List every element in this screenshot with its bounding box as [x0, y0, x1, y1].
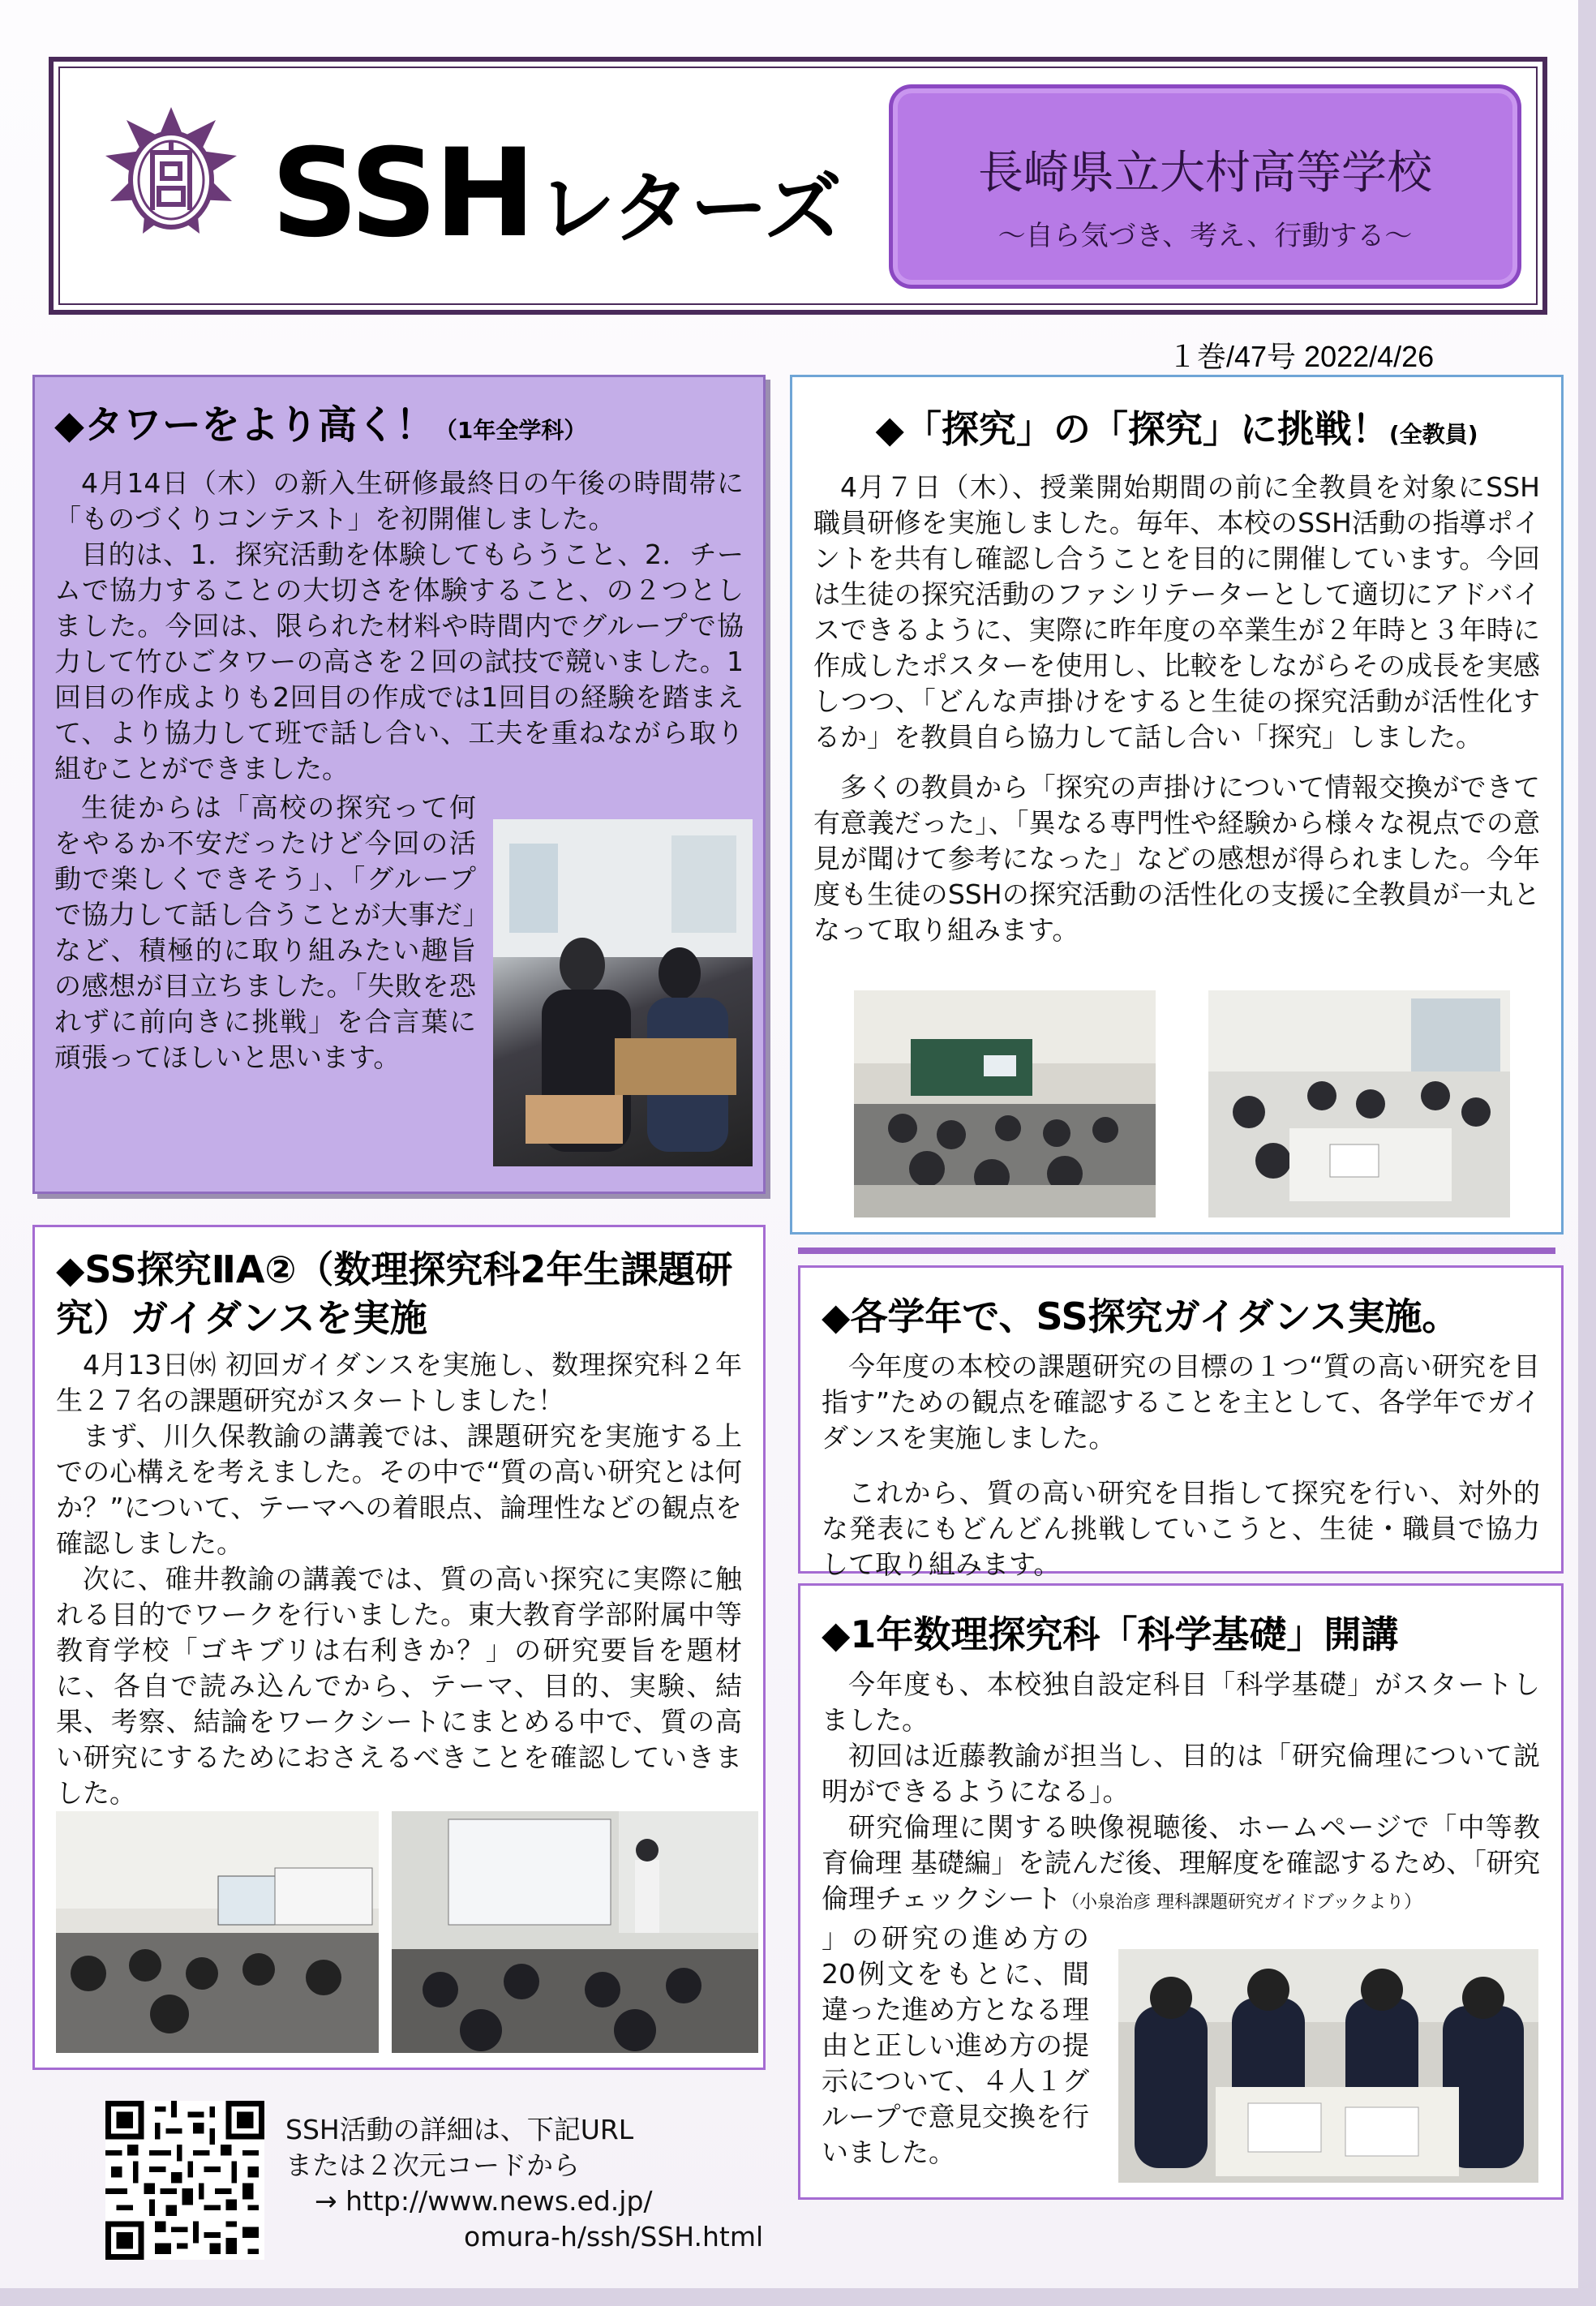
footer-line-1: SSH活動の詳細は、下記URL — [285, 2114, 634, 2145]
article-ss2a-p2: まず、川久保教諭の講義では、課題研究を実施する上での心構えを考えました。その中で“質の高い研究とは何か？”について、テーマへの着眼点、論理性などの観点を確認しました。 — [56, 1420, 742, 1559]
photo-staff-training-1-scene — [854, 990, 1156, 1217]
article-tankyu-p1: 4月７日（木）、授業開始期間の前に全教員を対象にSSH職員研修を実施しました。毎年、本校のSSH活動の指導ポイントを共有し確認し合うことを目的に開催しています。今回は生徒の探究活動のファシリテーターとして適切にアドバイスできるように、実際に昨年度の卒業生が２年時と３年時に作成したポスターを使用し、比較をしながらその成長を実感しつつ、「どんな声掛けをすると生徒の探究活動が活性化するか」を教員自ら協力して話し合い「探究」しました。 — [813, 471, 1540, 753]
article-guidance-p2: これから、質の高い研究を目指して探究を行い、対外的な発表にもどんどん挑戦していこうと、生徒・職員で協力して取り組みます。 — [822, 1477, 1540, 1580]
article-kagaku-p1: 今年度も、本校独自設定科目「科学基礎」がスタートしました。 — [822, 1668, 1540, 1736]
article-ss2a-p3: 次に、碓井教諭の講義では、質の高い探究に実際に触れる目的でワークを行いました。東大教育学部附属中等教育学校「ゴキブリは右利きか？」の研究要旨を題材に、各自で読み込んでから、テーマ、目的、実験、結果、考察、結論をワークシートにまとめる中で、質の高い研究にするためにおさえるべきことを確認していきました。 — [56, 1563, 742, 1809]
photo-ss2a-lecture-1 — [56, 1811, 379, 2053]
issue-number-date: １巻/47号 2022/4/26 — [1168, 340, 1435, 373]
section-divider — [798, 1247, 1555, 1254]
article-tankyu-title — [813, 400, 1540, 453]
newsletter-header — [49, 57, 1547, 315]
article-ss2a — [32, 1225, 766, 2070]
qr-code-icon[interactable] — [105, 2101, 264, 2260]
article-kagaku-p3c: 」の研究の進め方の20例文をもとに、間違った進め方となる理由と正しい進め方の提示について、４人１グループで意見交換を行いました。 — [822, 1922, 1089, 2168]
article-tankyu-p2: 多くの教員から「探究の声掛けについて情報交換ができて有意義だった」、「異なる専門性や経験から様々な視点での意見が聞けて参考になった」などの感想が得られました。今年度も生徒のSSHの探究活動の活性化の支援に全教員が一丸となって取り組みます。 — [813, 771, 1540, 946]
article-tower-sub: （1年全学科） — [434, 417, 587, 444]
photo-ss2a-lecture-1-scene — [56, 1811, 379, 2053]
article-kagaku-title: ◆1年数理探究科「科学基礎」開講 — [822, 1612, 1399, 1656]
photo-ss2a-lecture-2-scene — [392, 1811, 758, 2053]
article-tankyu-heading: ◆「探究」の「探究」に挑戦！ — [875, 407, 1389, 451]
photo-tower-contest — [493, 819, 753, 1166]
photo-tower-contest-scene — [493, 819, 753, 1166]
article-kagaku-p3a: 研究倫理に関する映像視聴後、ホームページで「中等教育倫理 基礎編」を読んだ後、理解度を確認するため、「研究倫理チェックシート — [822, 1811, 1540, 1914]
brand-letters: レターズ — [537, 163, 843, 254]
article-ss2a-p1: 4月13日㈬ 初回ガイダンスを実施し、数理探究科２年生２７名の課題研究がスタートしました！ — [56, 1349, 742, 1416]
article-guidance-title: ◆各学年で、SS探究ガイダンス実施。 — [822, 1295, 1460, 1338]
article-tower-p1: 4月14日（木）の新入生研修最終日の午後の時間帯に「ものづくりコンテスト」を初開催しました。 — [54, 467, 744, 535]
article-tower-heading: ◆タワーをより高く！ — [54, 402, 435, 448]
footer-url-2[interactable]: omura-h/ssh/SSH.html — [464, 2221, 764, 2252]
photo-ss2a-lecture-2 — [392, 1811, 758, 2053]
article-tower-title — [54, 393, 744, 449]
school-name-box — [889, 84, 1521, 289]
article-guidance-p1: 今年度の本校の課題研究の目標の１つ“質の高い研究を目指す”ための観点を確認することを主として、各学年でガイダンスを実施しました。 — [822, 1351, 1540, 1454]
school-motto: 〜自ら気づき、考え、行動する〜 — [998, 220, 1413, 252]
article-tankyu-sub: (全教員) — [1388, 421, 1478, 448]
photo-staff-training-1 — [854, 990, 1156, 1217]
article-kagaku-kiso — [798, 1583, 1564, 2200]
article-kagaku-p3b: （小泉治彦 理科課題研究ガイドブックより） — [1062, 1892, 1422, 1913]
footer-url-1[interactable]: → http://www.news.ed.jp/ — [315, 2185, 653, 2217]
article-tower-p3: 生徒からは「高校の探究って何をやるか不安だったけど今回の活動で楽しくできそう」、「グループで協力して話し合うことが大事だ」など、積極的に取り組みたい趣旨の感想が目立ちました。「失敗を恐れずに前向きに挑戦」を合言葉に頑張ってほしいと思います。 — [54, 792, 476, 1073]
footer-info — [285, 2112, 763, 2255]
article-ss2a-title: ◆SS探究ⅡA②（数理探究科2年生課題研究）ガイダンスを実施 — [56, 1247, 733, 1340]
article-guidance — [798, 1265, 1564, 1580]
brand-ssh: SSH — [271, 123, 533, 264]
article-tower — [32, 375, 766, 1194]
article-tankyu — [790, 375, 1564, 1235]
footer-line-2: または２次元コードから — [285, 2149, 580, 2181]
photo-kagaku-group-work — [1118, 1949, 1538, 2183]
photo-staff-training-2-scene — [1208, 990, 1510, 1217]
article-tower-p2: 目的は、1．探究活動を体験してもらうこと、2．チームで協力することの大切さを体験すること、の２つとしました。今回は、限られた材料や時間内でグループで協力して竹ひごタワーの高さを２回の試技で競いました。1回目の作成よりも2回目の作成では1回目の経験を踏まえて、より協力して班で話し合い、工夫を重ねながら取り組むことができました。 — [54, 539, 744, 784]
article-kagaku-p3 — [822, 1810, 1540, 1921]
article-kagaku-p2: 初回は近藤教諭が担当し、目的は「研究倫理について説明ができるようになる」。 — [822, 1740, 1540, 1807]
photo-staff-training-2 — [1208, 990, 1510, 1217]
photo-kagaku-group-work-scene — [1118, 1949, 1538, 2183]
school-name: 長崎県立大村高等学校 — [978, 147, 1432, 200]
newsletter-title — [271, 123, 843, 264]
school-crest-icon — [102, 104, 240, 266]
